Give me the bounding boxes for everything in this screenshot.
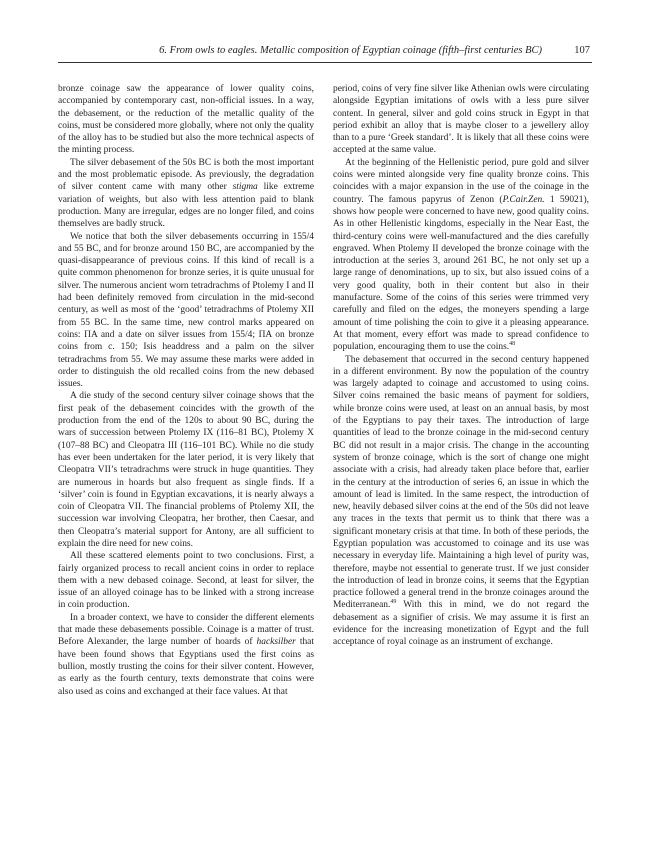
paragraph [58,157,314,231]
paragraph: period, coins of very fine silver like Athenian owls were circulating alongside Egyptian imitations of owls with a less pure silver content. In general, silver and gold coins struck in Egypt in that period exhibit an alloy that is maybe closer to a jewellery alloy than to a pure ‘Greek standard’. It is likely that all these coins were accepted at the same value. [333,84,589,156]
text-run: In a broader context, we have to consider the different elements that made these debasements possible. Coinage is a matter of trust. Before Alexander, the large number of hoards of [58,612,314,648]
paragraph: bronze coinage saw the appearance of lower quality coins, accompanied by contemporary cast, non-official issues. In a way, the debasement, or the reduction of the metallic quality of the coins, must be considered more globally, where not only the quality of the alloy has to be studied but also the more technical aspects of the minting process. [58,84,314,156]
text-run: like extreme variation of weights, but also with less attention paid to blank production. Many are irregular, edges are no longer filed, and coins themselves are badly struck. [58,182,315,230]
italic-term: hacksilber [256,637,296,648]
running-title: 6. From owls to eagles. Metallic composition of Egyptian coinage (fifth–first centuries BC) [159,45,542,56]
text-run: that have been found shows that Egyptians used the first coins as bullion, mostly trusting the coins for their silver content. However, as early as the fourth century, texts demonstrate that coins were also used as coins and exchanged at their face values. At that [58,637,314,697]
paragraph [333,354,589,649]
text-run: With this in mind, we do not regard the debasement as a signifier of crisis. We may assume it is first an evidence for the increasing monetization of Egypt and the full acceptance of royal coinage as an instrument of exchange. [333,600,589,648]
text-run: The debasement that occurred in the second century happened in a different environment. By now the population of the country was largely adapted to coinage and accustomed to using coins. Silver coins remained the basic means of payment for soldiers, while bronze coins were used, at least on an annual basis, by most of the Egyptians to pay their taxes. The introduction of large quantities of lead to the bronze coinage in the mid-second century BC did not result in a major crisis. The change in the accounting system of bronze coinage, which is the sort of change one might associate with a crisis, had already taken place before that, earlier in the century at the introduction of series 6, an issue in which the amount of lead is limited. In the same respect, the introduction of new, heavily debased silver coins at the end of the 50s did not leave any traces in the texts that permit us to think that there was a significant monetary crisis at that time. In both of these periods, the Egyptian population was accustomed to coinage and its use was necessary in everyday life. Maintaining a high level of purity was, therefore, maybe not essential to generate trust. If we just consider the introduction of lead in bronze coins, it seems that the Egyptian practice followed a general trend in the bronze coinages around the Mediterranean. [333,354,589,611]
footnote-marker[interactable]: 49 [390,599,397,606]
paragraph: We notice that both the silver debasements occurring in 155/4 and 55 BC, and for bronze around 150 BC, are accompanied by the quasi-disappearance of previous coins. If this kind of recall is a quite common phenomenon for bronze series, it is quite unusual for silver. The numerous ancient worn tetradrachms of Ptolemy I and II had been definitely removed from circulation in the mid-second century, as well as most of the ‘good’ tetradrachms of Ptolemy XII from 55 BC. In the same time, new control marks appeared on coins: ΠA and a date on silver issues from 155/4; ΠA on bronze coins from c. 150; Isis headdress and a palm on the silver tetradrachms from 55. We may assume these marks were added in order to distinguish the old recalled coins from the new debased issues. [58,231,314,390]
italic-term: stigma [232,182,258,193]
text-run: The silver debasement of the 50s BC is both the most important and the most problematic episode. As previously, the degradation of silver content came with many other [58,157,314,193]
paragraph: A die study of the second century silver coinage shows that the first peak of the debasement coincides with the growth of the production from the end of the 120s to about 90 BC, during the wars of succession between Ptolemy IX (116–81 BC), Ptolemy X (107–88 BC) and Cleopatra III (116–101 BC). While no die study has ever been undertaken for the later period, it is very likely that Cleopatra VII’s tetradrachms were struck in huge quantities. They are numerous in hoards but also frequent as single finds. If a ‘silver’ coin is found in Egyptian excavations, it is nearly always a coin of Cleopatra VII. The financial problems of Ptolemy XII, the succession war involving Cleopatra, her brother, then Caesar, and then Cleopatra’s material support for Antony, are all sufficient to explain the dire need for new coins. [58,391,314,549]
paragraph [58,612,314,698]
running-header [58,44,592,63]
left-column [58,83,314,698]
text-run: At the beginning of the Hellenistic period, pure gold and silver coins were minted alongside very fine quality bronze coins. This coincides with a major expansion in the use of the coinage in the country. The famous papyrus of Zenon ( [333,157,589,205]
footnote-marker[interactable]: 48 [509,341,516,348]
page-number: 107 [574,45,590,56]
right-column [333,83,589,649]
paragraph: All these scattered elements point to two conclusions. First, a fairly organized process to recall ancient coins in order to replace them with a new debased coinage. Second, at least for silver, the issue of an alloyed coinage has to be linked with a strong increase in coin production. [58,551,314,611]
text-run: 1 59021), shows how people were concerned to have new, good quality coins. As in other Hellenistic kingdoms, especially in the Near East, the third-century coins were well-manufactured and the dies carefully engraved. When Ptolemy II developed the bronze coinage with the introduction at the series 3, around 261 BC, he not only set up a large range of denominations, up to six, but also issued coins of a very good quality, both in their content but also in their manufacture. Some of the coins of this series were trimmed very carefully and filed on the edges, the moneyers spending a large amount of time polishing the coin to give it a pleasing appearance. At that moment, every effort was made to spread confidence to population, encouraging them to use the coins. [333,194,589,353]
paragraph [333,157,589,354]
italic-citation: P.Cair.Zen. [502,194,545,205]
